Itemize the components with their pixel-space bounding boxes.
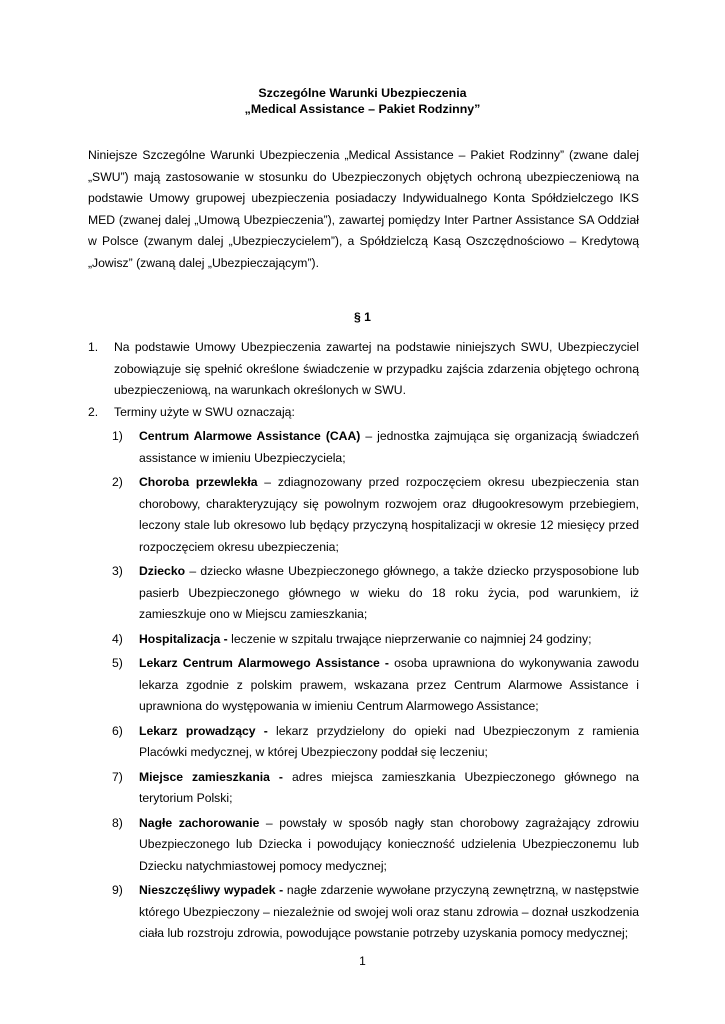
definition-item	[114, 813, 639, 878]
list-item	[88, 402, 639, 945]
definition-term: Centrum Alarmowe Assistance (CAA)	[139, 429, 361, 443]
definition-number: 7)	[112, 769, 123, 784]
definition-number: 6)	[112, 723, 123, 738]
definition-number: 2)	[112, 475, 123, 489]
list-item-number: 1.	[88, 340, 99, 354]
list-item-number: 2.	[88, 404, 99, 419]
definition-term: Miejsce zamieszkania -	[139, 769, 283, 784]
definition-term: Choroba przewlekła	[139, 475, 258, 489]
list-item-text: Na podstawie Umowy Ubezpieczenia zawartej na podstawie niniejszych SWU, Ubezpieczyciel zobowiązuje się spełnić określone świadczenie w przypadku zajścia zdarzenia objętego ochroną ubezpieczeniową, na warunkach określonych w SWU.	[114, 340, 639, 397]
definition-item	[114, 653, 639, 718]
definitions-list	[114, 426, 639, 945]
definition-item	[114, 767, 639, 810]
intro-paragraph: Niniejsze Szczególne Warunki Ubezpieczenia „Medical Assistance – Pakiet Rodzinny” (zwane dalej „SWU”) mają zastosowanie w stosunku do Ubezpieczonych objętych ochroną ubezpieczeniową na podstawie Umowy grupowej ubezpieczenia posiadaczy Indywidualnego Konta Spółdzielczego IKS MED (zwanej dalej „Umową Ubezpieczenia”), zawartej pomiędzy Inter Partner Assistance SA Oddział w Polsce (zwanym dalej „Ubezpieczycielem”), a Spółdzielczą Kasą Oszczędnościowo – Kredytową „Jowisz” (zwaną dalej „Ubezpieczającym”).	[88, 148, 639, 270]
page-number: 1	[359, 954, 366, 968]
definition-number: 5)	[112, 656, 123, 670]
definition-item	[114, 472, 639, 558]
definition-number: 8)	[112, 815, 123, 830]
definition-text: lekarz przydzielony do opieki nad Ubezpieczonym z ramienia Placówki medycznej, w której Ubezpieczony poddał się leczeniu;	[139, 723, 639, 759]
section-heading: § 1	[354, 310, 371, 324]
definition-term: Nieszczęśliwy wypadek -	[139, 883, 284, 897]
definition-text: – zdiagnozowany przed rozpoczęciem okresu ubezpieczenia stan chorobowy, charakteryzujący się powolnym rozwojem oraz długookresowym przebiegiem, leczony stale lub okresowo lub będący przyczyną hospitalizacji w okresie 12 miesięcy przed rozpoczęciem okresu ubezpieczenia;	[139, 475, 639, 554]
definition-item	[114, 721, 639, 764]
definition-item	[114, 880, 639, 945]
definition-text: – jednostka zajmująca się organizacją świadczeń assistance w imieniu Ubezpieczyciela;	[139, 429, 639, 465]
definition-number: 9)	[112, 883, 123, 897]
list-item-text: Terminy użyte w SWU oznaczają:	[114, 404, 295, 419]
definition-text: – dziecko własne Ubezpieczonego głównego, a także dziecko przysposobione lub pasierb Ubezpieczonego głównego w wieku do 18 roku życia, pod warunkiem, iż zamieszkuje ono w Miejscu zamieszkania;	[139, 564, 639, 621]
main-list	[88, 337, 639, 945]
definition-text: leczenie w szpitalu trwające nieprzerwanie co najmniej 24 godziny;	[227, 631, 592, 646]
document-subtitle: „Medical Assistance – Pakiet Rodzinny”	[244, 102, 481, 116]
definition-item	[114, 426, 639, 469]
document-title: Szczególne Warunki Ubezpieczenia	[258, 86, 467, 100]
definition-number: 1)	[112, 429, 123, 443]
definition-text: – powstały w sposób nagły stan chorobowy zagrażający zdrowiu Ubezpieczonego lub Dziecka i powodujący konieczność udzielenia Ubezpieczonemu lub Dziecku natychmiastowej pomocy medycznej;	[139, 815, 639, 873]
definition-item	[114, 629, 639, 651]
definition-term: Lekarz Centrum Alarmowego Assistance -	[139, 656, 389, 670]
definition-term: Dziecko	[139, 564, 186, 578]
definition-number: 3)	[112, 564, 123, 578]
definition-text: adres miejsca zamieszkania Ubezpieczonego głównego na terytorium Polski;	[139, 769, 639, 805]
definition-item	[114, 561, 639, 626]
definition-text: nagłe zdarzenie wywołane przyczyną zewnętrzną, w następstwie którego Ubezpieczony – niezależnie od swojej woli oraz stanu zdrowia – doznał uszkodzenia ciała lub rozstroju zdrowia, powodujące powstanie potrzeby uzyskania pomocy medycznej;	[139, 883, 640, 940]
definition-text: osoba uprawniona do wykonywania zawodu lekarza zgodnie z polskim prawem, wskazana przez Centrum Alarmowe Assistance i uprawniona do występowania w imieniu Centrum Alarmowego Assistance;	[139, 656, 640, 713]
definition-term: Hospitalizacja -	[139, 631, 228, 646]
definition-number: 4)	[112, 631, 123, 646]
definition-term: Lekarz prowadzący -	[139, 723, 268, 738]
definition-term: Nagłe zachorowanie	[139, 815, 260, 830]
list-item	[88, 337, 639, 402]
